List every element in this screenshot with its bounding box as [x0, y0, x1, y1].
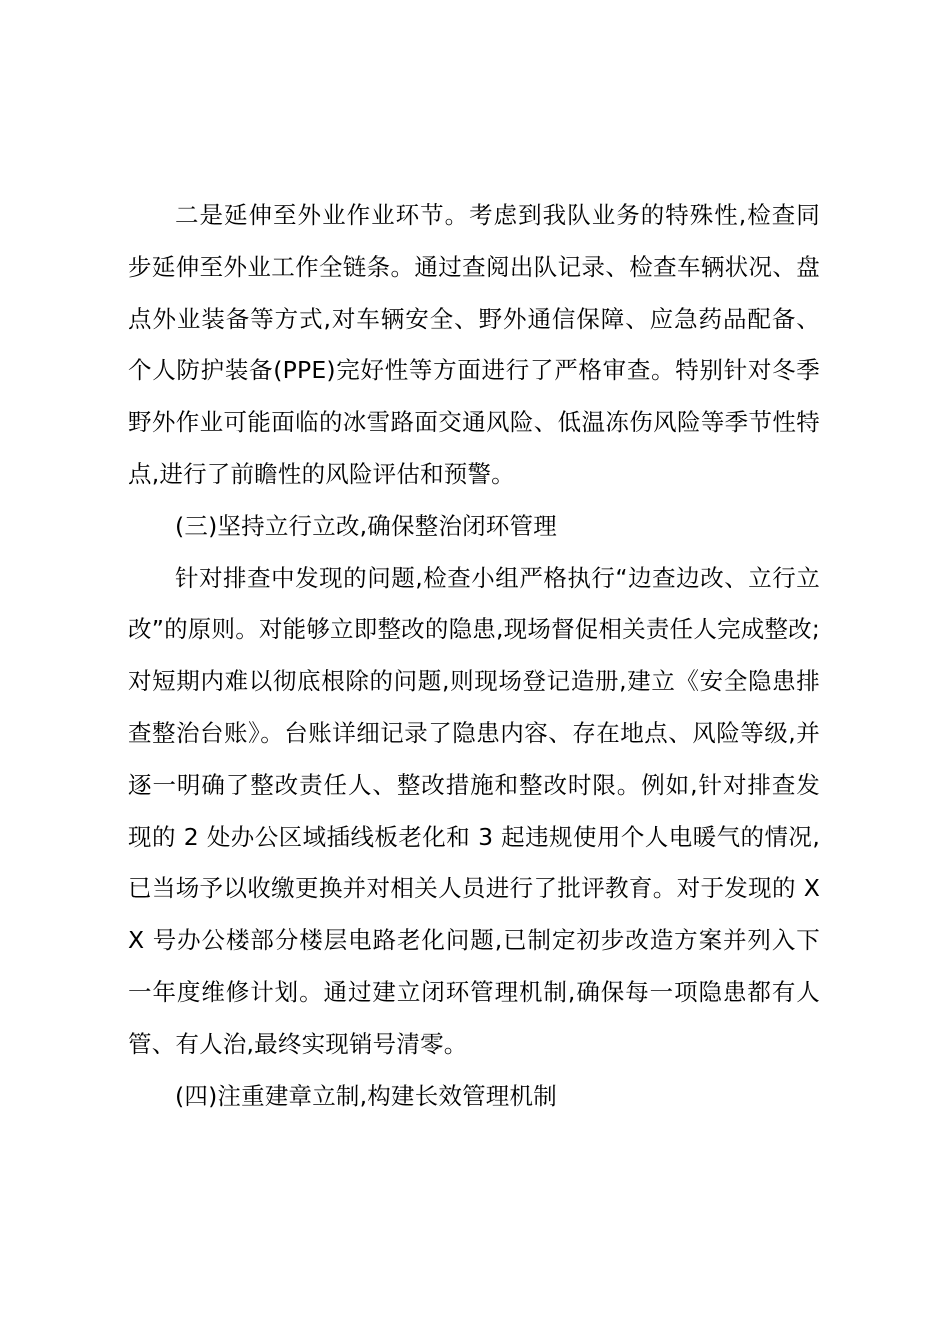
- document-body: [128, 190, 820, 1122]
- paragraph-rectification: 针对排查中发现的问题,检查小组严格执行“边查边改、立行立改”的原则。对能够立即整改的隐患,现场督促相关责任人完成整改;对短期内难以彻底根除的问题,则现场登记造册,建立《安全隐患排查整治台账》。台账详细记录了隐患内容、存在地点、风险等级,并逐一明确了整改责任人、整改措施和整改时限。例如,针对排查发现的 2 处办公区域插线板老化和 3 起违规使用个人电暖气的情况,已当场予以收缴更换并对相关人员进行了批评教育。对于发现的 XX 号办公楼部分楼层电路老化问题,已制定初步改造方案并列入下一年度维修计划。通过建立闭环管理机制,确保每一项隐患都有人管、有人治,最终实现销号清零。: [128, 563, 820, 1058]
- paragraph-field-work-extension: 二是延伸至外业作业环节。考虑到我队业务的特殊性,检查同步延伸至外业工作全链条。通过查阅出队记录、检查车辆状况、盘点外业装备等方式,对车辆安全、野外通信保障、应急药品配备、个人防护装备(PPE)完好性等方面进行了严格审查。特别针对冬季野外作业可能面临的冰雪路面交通风险、低温冻伤风险等季节性特点,进行了前瞻性的风险评估和预警。: [128, 201, 820, 488]
- section-heading-four: (四)注重建章立制,构建长效管理机制: [175, 1081, 557, 1110]
- section-heading-three: (三)坚持立行立改,确保整治闭环管理: [175, 511, 557, 540]
